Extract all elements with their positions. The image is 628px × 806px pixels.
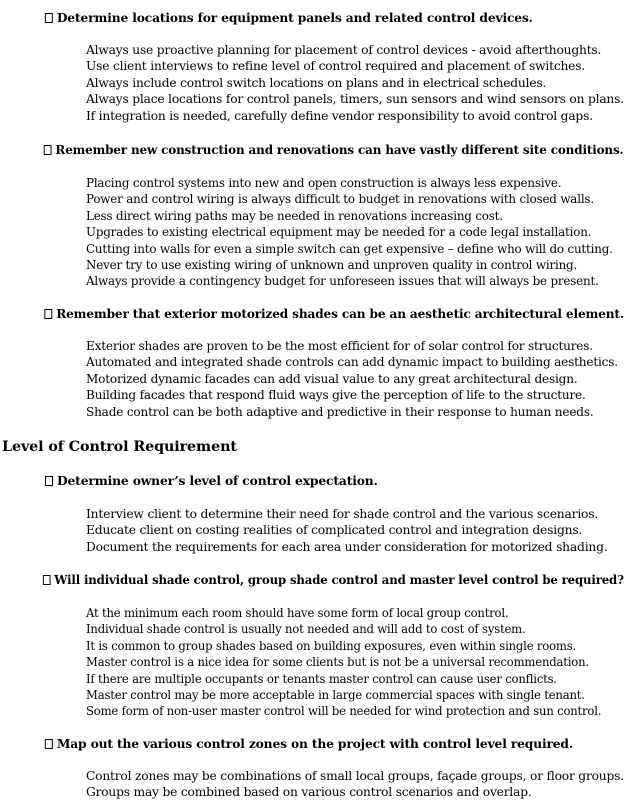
list-item: Use client interviews to refine level of control required and placement of switches.	[86, 59, 586, 74]
bullet-list	[0, 175, 628, 290]
section-heading-text: Will individual shade control, group shade control and master level control be required?	[54, 572, 624, 587]
bullet-list	[0, 42, 626, 124]
section-exterior-shades	[0, 306, 628, 420]
section-heading-text: Remember that exterior motorized shades can be an aesthetic architectural element.	[56, 306, 624, 321]
section-control-zones	[0, 736, 626, 801]
list-item: Always place locations for control panels, timers, sun sensors and wind sensors on plans.	[86, 92, 624, 107]
list-item: Motorized dynamic facades can add visual value to any great architectural design.	[86, 371, 578, 386]
list-item: Document the requirements for each area under consideration for motorized shading.	[86, 539, 608, 554]
bullet-list	[0, 768, 626, 801]
checkbox-icon	[44, 309, 52, 319]
list-item: Building facades that respond fluid ways give the perception of life to the structure.	[86, 388, 586, 403]
section-owner-expectation	[0, 473, 608, 555]
list-item: Always include control switch locations on plans and in electrical schedules.	[86, 75, 547, 90]
list-item: Master control is a nice idea for some clients but is not be a universal recommendation.	[86, 655, 589, 670]
section-shade-control-levels	[0, 572, 628, 720]
list-item: Groups may be combined based on various control scenarios and overlap.	[86, 785, 532, 800]
list-item: At the minimum each room should have some form of local group control.	[86, 606, 509, 620]
list-item: Shade control can be both adaptive and predictive in their response to human needs.	[86, 404, 594, 419]
list-item: Upgrades to existing electrical equipment may be needed for a code legal installation.	[86, 225, 592, 240]
bullet-list	[0, 338, 628, 420]
section-heading	[0, 736, 624, 752]
section-construction-renovations	[0, 142, 628, 290]
list-item: Exterior shades are proven to be the most efficient for of solar control for structures.	[86, 339, 593, 353]
list-item: Master control may be more acceptable in large commercial spaces with single tenant.	[86, 687, 585, 702]
list-item: Individual shade control is usually not needed and will add to cost of system.	[86, 622, 526, 637]
bullet-list	[0, 506, 608, 555]
checkbox-icon	[45, 13, 53, 23]
checkbox-icon	[43, 575, 51, 585]
section-heading-text: Map out the various control zones on the project with control level required.	[56, 736, 573, 751]
section-heading	[0, 10, 624, 26]
section-heading	[0, 473, 608, 489]
section-heading	[0, 572, 624, 588]
section-heading-text: Determine locations for equipment panels and related control devices.	[56, 10, 533, 25]
section-equipment-panels	[0, 10, 626, 124]
list-item: Always provide a contingency budget for unforeseen issues that will always be present.	[86, 274, 599, 289]
list-item: If integration is needed, carefully define vendor responsibility to avoid control gaps.	[86, 108, 593, 123]
list-item: Power and control wiring is always difficult to budget in renovations with closed walls.	[86, 192, 594, 207]
list-item: Interview client to determine their need for shade control and the various scenarios.	[86, 507, 599, 521]
section-heading-text: Determine owner’s level of control expectation.	[57, 473, 378, 488]
list-item: Automated and integrated shade controls can add dynamic impact to building aesthetics.	[86, 355, 618, 370]
list-item: If there are multiple occupants or tenants master control can cause user conflicts.	[86, 671, 557, 686]
bullet-list	[0, 605, 628, 720]
list-item: Some form of non-user master control will be needed for wind protection and sun control.	[86, 704, 602, 719]
list-item: Never try to use existing wiring of unknown and unproven quality in control wiring.	[86, 257, 578, 272]
level-of-control-title: Level of Control Requirement	[2, 439, 237, 455]
list-item: Less direct wiring paths may be needed in renovations increasing cost.	[86, 208, 503, 223]
checkbox-icon	[45, 476, 53, 486]
list-item: Placing control systems into new and open construction is always less expensive.	[86, 176, 562, 190]
checkbox-icon	[44, 145, 52, 155]
list-item: Educate client on costing realities of complicated control and integration designs.	[86, 523, 583, 538]
section-heading	[0, 306, 624, 322]
list-item: Control zones may be combinations of small local groups, façade groups, or floor groups.	[86, 769, 624, 783]
list-item: Always use proactive planning for placement of control devices - avoid afterthoughts.	[86, 43, 602, 57]
list-item: It is common to group shades based on building exposures, even within single rooms.	[86, 638, 577, 653]
list-item: Cutting into walls for even a simple switch can get expensive – define who will do cutting.	[86, 241, 613, 256]
checkbox-icon	[45, 739, 53, 749]
section-heading	[0, 142, 624, 158]
section-heading-text: Remember new construction and renovations can have vastly different site conditions.	[55, 142, 624, 157]
